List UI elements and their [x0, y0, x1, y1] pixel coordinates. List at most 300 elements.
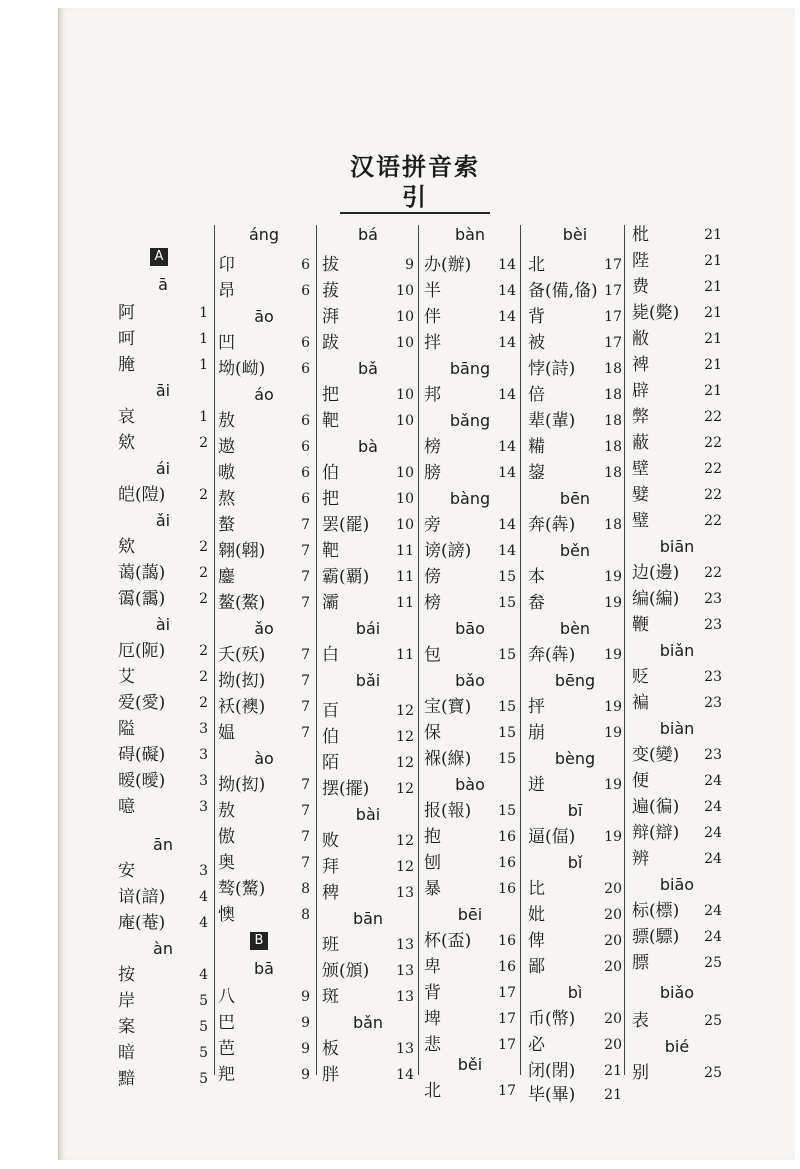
pinyin-heading: bào	[455, 775, 485, 794]
entry-character: 安	[118, 861, 135, 881]
entry-character: 本	[528, 567, 545, 587]
entry-character: 罢(罷)	[322, 515, 370, 535]
index-entry	[218, 824, 310, 850]
entry-character: 嗷	[218, 463, 235, 483]
index-entry	[632, 378, 722, 404]
entry-character: 逼(偪)	[528, 827, 576, 847]
index-entry	[322, 828, 414, 854]
entry-character: 便	[632, 771, 649, 791]
index-entry	[424, 590, 516, 616]
index-entry	[218, 278, 310, 304]
entry-page-number: 22	[704, 435, 722, 451]
index-entry	[322, 382, 414, 408]
index-entry	[118, 352, 208, 378]
index-entry	[528, 1006, 622, 1032]
entry-page-number: 21	[704, 357, 722, 373]
entry-page-number: 12	[396, 703, 414, 719]
index-column	[322, 222, 414, 1085]
entry-character: 辈(輩)	[528, 411, 576, 431]
entry-character: 翱(翺)	[218, 541, 266, 561]
index-entry	[528, 590, 622, 616]
index-entry	[528, 772, 622, 798]
index-column	[528, 222, 622, 1105]
entry-page-number: 12	[396, 781, 414, 797]
entry-page-number: 19	[604, 777, 622, 793]
index-entry	[424, 434, 516, 460]
entry-character: 褊	[632, 693, 649, 713]
pinyin-heading: bēn	[559, 489, 591, 508]
entry-character: 艾	[118, 667, 135, 687]
index-entry	[322, 460, 414, 486]
entry-character: 案	[118, 1017, 135, 1037]
entry-character: 迸	[528, 775, 545, 795]
index-entry	[218, 876, 310, 902]
entry-page-number: 4	[199, 915, 208, 931]
index-entry	[118, 1040, 208, 1066]
entry-page-number: 18	[604, 439, 622, 455]
column-divider	[316, 225, 317, 1075]
entry-character: 暧(曖)	[118, 771, 166, 791]
entry-character: 熬	[218, 489, 235, 509]
entry-character: 备(備,俻)	[528, 281, 598, 301]
entry-page-number: 14	[498, 387, 516, 403]
entry-character: 壁	[632, 459, 649, 479]
entry-page-number: 10	[396, 387, 414, 403]
index-entry	[424, 382, 516, 408]
entry-character: 辟	[632, 381, 649, 401]
entry-character: 糒	[528, 437, 545, 457]
entry-character: 败	[322, 831, 339, 851]
entry-page-number: 21	[704, 279, 722, 295]
index-entry	[632, 222, 722, 248]
entry-page-number: 7	[301, 699, 310, 715]
entry-character: 俾	[528, 931, 545, 951]
index-entry	[424, 642, 516, 668]
index-entry	[424, 694, 516, 720]
entry-page-number: 14	[498, 517, 516, 533]
index-entry	[528, 1032, 622, 1058]
entry-character: 哀	[118, 407, 135, 427]
entry-page-number: 24	[704, 825, 722, 841]
entry-page-number: 17	[498, 1011, 516, 1027]
entry-page-number: 22	[704, 409, 722, 425]
entry-character: 表	[632, 1011, 649, 1031]
index-entry	[218, 252, 310, 278]
entry-character: 骠(驃)	[632, 927, 680, 947]
entry-page-number: 15	[498, 725, 516, 741]
entry-page-number: 14	[498, 283, 516, 299]
entry-page-number: 14	[498, 465, 516, 481]
index-entry	[424, 252, 516, 278]
entry-page-number: 23	[704, 669, 722, 685]
entry-character: 谙(諳)	[118, 887, 166, 907]
entry-page-number: 3	[199, 863, 208, 879]
entry-character: 别	[632, 1063, 649, 1083]
index-entry	[632, 508, 722, 534]
index-entry	[528, 720, 622, 746]
entry-page-number: 16	[498, 855, 516, 871]
entry-character: 拜	[322, 857, 339, 877]
entry-character: 北	[424, 1081, 441, 1101]
entry-character: 膀	[424, 463, 441, 483]
entry-character: 暴	[424, 879, 441, 899]
index-entry	[528, 330, 622, 356]
index-entry	[322, 564, 414, 590]
index-entry	[218, 590, 310, 616]
entry-character: 奔(犇)	[528, 515, 576, 535]
entry-character: 碍(礙)	[118, 745, 166, 765]
entry-character: 闭(閉)	[528, 1061, 576, 1081]
pinyin-heading: běn	[559, 541, 591, 560]
entry-page-number: 18	[604, 387, 622, 403]
index-entry	[218, 984, 310, 1010]
index-entry	[218, 902, 310, 928]
entry-page-number: 16	[498, 829, 516, 845]
entry-character: 崩	[528, 723, 545, 743]
entry-character: 把	[322, 489, 339, 509]
entry-page-number: 15	[498, 569, 516, 585]
index-entry	[322, 538, 414, 564]
entry-page-number: 21	[704, 227, 722, 243]
entry-page-number: 14	[498, 335, 516, 351]
index-entry	[118, 884, 208, 910]
pinyin-heading: bài	[355, 805, 381, 824]
index-entry	[218, 564, 310, 590]
entry-page-number: 2	[199, 565, 208, 581]
entry-page-number: 25	[704, 955, 722, 971]
entry-page-number: 6	[301, 413, 310, 429]
index-entry	[218, 538, 310, 564]
index-entry	[118, 910, 208, 936]
entry-character: 遍(徧)	[632, 797, 680, 817]
pinyin-heading: bà	[358, 437, 378, 456]
entry-page-number: 18	[604, 517, 622, 533]
entry-character: 百	[322, 701, 339, 721]
entry-character: 妣	[528, 905, 545, 925]
entry-page-number: 15	[498, 803, 516, 819]
entry-page-number: 7	[301, 725, 310, 741]
entry-character: 嬖	[632, 485, 649, 505]
entry-character: 斑	[322, 987, 339, 1007]
index-entry	[632, 742, 722, 768]
entry-page-number: 1	[199, 331, 208, 347]
index-entry	[218, 408, 310, 434]
entry-character: 凹	[218, 333, 235, 353]
index-entry	[322, 776, 414, 802]
index-entry	[424, 538, 516, 564]
index-entry	[528, 824, 622, 850]
entry-character: 包	[424, 645, 441, 665]
entry-character: 胖	[322, 1065, 339, 1085]
entry-page-number: 21	[704, 253, 722, 269]
index-entry	[118, 534, 208, 560]
pinyin-heading: biǎn	[659, 641, 695, 660]
index-entry	[322, 750, 414, 776]
entry-character: 螯	[218, 515, 235, 535]
entry-page-number: 20	[604, 907, 622, 923]
index-entry	[528, 278, 622, 304]
index-entry	[424, 798, 516, 824]
index-entry	[322, 932, 414, 958]
entry-page-number: 10	[396, 283, 414, 299]
index-entry	[424, 330, 516, 356]
pinyin-heading: bǎo	[455, 671, 485, 690]
entry-character: 必	[528, 1035, 545, 1055]
entry-page-number: 12	[396, 729, 414, 745]
index-entry	[528, 356, 622, 382]
index-entry	[528, 1082, 622, 1108]
index-entry	[322, 854, 414, 880]
pinyin-heading: bǎ	[358, 359, 378, 378]
entry-page-number: 20	[604, 1011, 622, 1027]
entry-character: 灞	[322, 593, 339, 613]
entry-page-number: 2	[199, 643, 208, 659]
index-entry	[424, 876, 516, 902]
index-entry	[322, 486, 414, 512]
entry-character: 邦	[424, 385, 441, 405]
entry-page-number: 21	[704, 305, 722, 321]
index-entry	[118, 1014, 208, 1040]
index-entry	[322, 984, 414, 1010]
entry-character: 杯(盃)	[424, 931, 472, 951]
entry-page-number: 23	[704, 695, 722, 711]
index-entry	[118, 300, 208, 326]
entry-page-number: 22	[704, 487, 722, 503]
entry-character: 边(邊)	[632, 563, 680, 583]
entry-character: 毕(畢)	[528, 1085, 576, 1105]
index-entry	[424, 980, 516, 1006]
entry-page-number: 22	[704, 513, 722, 529]
index-entry	[528, 564, 622, 590]
pinyin-heading: ào	[254, 749, 274, 768]
entry-page-number: 12	[396, 833, 414, 849]
pinyin-heading: běi	[457, 1055, 483, 1074]
entry-character: 膘	[632, 953, 649, 973]
index-entry	[632, 456, 722, 482]
entry-character: 伯	[322, 463, 339, 483]
entry-page-number: 17	[604, 257, 622, 273]
index-entry	[528, 382, 622, 408]
pinyin-heading: bēng	[554, 671, 596, 690]
index-entry	[632, 690, 722, 716]
entry-character: 欸	[118, 537, 135, 557]
entry-character: 拔	[322, 255, 339, 275]
entry-character: 伯	[322, 727, 339, 747]
entry-page-number: 25	[704, 1065, 722, 1081]
entry-page-number: 23	[704, 747, 722, 763]
entry-page-number: 14	[396, 1067, 414, 1083]
index-entry	[424, 954, 516, 980]
entry-page-number: 17	[604, 283, 622, 299]
entry-character: 贬	[632, 667, 649, 687]
index-entry	[322, 330, 414, 356]
pinyin-heading: bàn	[454, 225, 486, 244]
index-entry	[218, 1036, 310, 1062]
entry-page-number: 23	[704, 591, 722, 607]
entry-character: 毙(斃)	[632, 303, 680, 323]
entry-page-number: 8	[301, 907, 310, 923]
index-entry	[322, 278, 414, 304]
index-entry	[528, 642, 622, 668]
index-entry	[218, 694, 310, 720]
pinyin-heading: bāo	[455, 619, 485, 638]
column-divider	[418, 225, 419, 1075]
column-divider	[624, 225, 625, 1075]
entry-page-number: 11	[396, 647, 414, 663]
index-entry	[632, 612, 722, 638]
entry-character: 标(標)	[632, 901, 680, 921]
index-entry	[632, 924, 722, 950]
index-entry	[528, 460, 622, 486]
index-entry	[218, 772, 310, 798]
index-entry	[118, 858, 208, 884]
entry-page-number: 6	[301, 361, 310, 377]
index-entry	[632, 326, 722, 352]
index-entry	[118, 586, 208, 612]
entry-character: 厄(阨)	[118, 641, 166, 661]
index-entry	[118, 716, 208, 742]
index-entry	[424, 512, 516, 538]
index-entry	[528, 694, 622, 720]
index-entry	[632, 768, 722, 794]
entry-character: 骜(驁)	[218, 879, 266, 899]
entry-page-number: 24	[704, 929, 722, 945]
index-entry	[218, 486, 310, 512]
entry-page-number: 1	[199, 357, 208, 373]
index-entry	[632, 482, 722, 508]
entry-character: 报(報)	[424, 801, 472, 821]
index-entry	[218, 330, 310, 356]
index-entry	[632, 950, 722, 976]
index-entry	[632, 404, 722, 430]
index-entry	[632, 560, 722, 586]
index-entry	[424, 460, 516, 486]
pinyin-heading: bī	[567, 801, 583, 820]
entry-character: 颁(頒)	[322, 961, 370, 981]
entry-page-number: 22	[704, 461, 722, 477]
index-entry	[632, 664, 722, 690]
entry-page-number: 17	[604, 309, 622, 325]
pinyin-heading: bǎn	[352, 1013, 384, 1032]
index-entry	[528, 434, 622, 460]
index-entry	[118, 690, 208, 716]
entry-page-number: 5	[199, 1045, 208, 1061]
index-entry	[118, 404, 208, 430]
entry-page-number: 14	[498, 439, 516, 455]
index-entry	[118, 638, 208, 664]
pinyin-heading: ā	[158, 275, 168, 294]
entry-page-number: 24	[704, 851, 722, 867]
pinyin-heading: ǎo	[254, 619, 274, 638]
index-entry	[322, 880, 414, 906]
entry-page-number: 20	[604, 959, 622, 975]
pinyin-heading: bēi	[457, 905, 483, 924]
entry-character: 抱	[424, 827, 441, 847]
entry-page-number: 7	[301, 569, 310, 585]
entry-page-number: 6	[301, 283, 310, 299]
index-entry	[528, 304, 622, 330]
entry-character: 媪	[218, 723, 235, 743]
entry-page-number: 20	[604, 933, 622, 949]
entry-page-number: 6	[301, 439, 310, 455]
index-column	[424, 222, 516, 1101]
entry-character: 背	[424, 983, 441, 1003]
entry-page-number: 19	[604, 725, 622, 741]
index-entry	[322, 1036, 414, 1062]
index-entry	[424, 746, 516, 772]
entry-character: 变(變)	[632, 745, 680, 765]
entry-character: 榜	[424, 437, 441, 457]
pinyin-heading: bàng	[449, 489, 491, 508]
entry-page-number: 15	[498, 647, 516, 663]
index-entry	[218, 642, 310, 668]
entry-page-number: 3	[199, 747, 208, 763]
entry-page-number: 7	[301, 647, 310, 663]
index-column	[218, 222, 310, 1085]
entry-page-number: 2	[199, 487, 208, 503]
index-entry	[424, 278, 516, 304]
entry-character: 白	[322, 645, 339, 665]
entry-page-number: 18	[604, 413, 622, 429]
entry-page-number: 7	[301, 517, 310, 533]
entry-character: 半	[424, 281, 441, 301]
index-entry	[632, 352, 722, 378]
index-entry	[632, 820, 722, 846]
entry-character: 办(辦)	[424, 255, 472, 275]
pinyin-heading: bāng	[449, 359, 491, 378]
entry-page-number: 2	[199, 669, 208, 685]
entry-page-number: 6	[301, 257, 310, 273]
entry-character: 裨	[632, 355, 649, 375]
entry-page-number: 13	[396, 1041, 414, 1057]
index-entry	[528, 902, 622, 928]
entry-character: 拌	[424, 333, 441, 353]
entry-page-number: 5	[199, 993, 208, 1009]
entry-character: 编(編)	[632, 589, 680, 609]
entry-character: 北	[528, 255, 545, 275]
entry-page-number: 3	[199, 721, 208, 737]
entry-character: 隘	[118, 719, 135, 739]
index-entry	[322, 252, 414, 278]
index-entry	[632, 846, 722, 872]
entry-character: 陛	[632, 251, 649, 271]
entry-character: 蔽	[632, 433, 649, 453]
entry-page-number: 10	[396, 309, 414, 325]
index-entry	[118, 560, 208, 586]
index-entry	[118, 742, 208, 768]
index-entry	[322, 958, 414, 984]
entry-page-number: 17	[498, 985, 516, 1001]
entry-character: 币(幣)	[528, 1009, 576, 1029]
pinyin-heading: āo	[254, 307, 274, 326]
index-entry	[632, 274, 722, 300]
entry-page-number: 17	[498, 1083, 516, 1099]
entry-character: 璧	[632, 511, 649, 531]
entry-page-number: 22	[704, 565, 722, 581]
entry-page-number: 12	[396, 859, 414, 875]
entry-page-number: 4	[199, 889, 208, 905]
pinyin-heading: bái	[355, 619, 381, 638]
pinyin-heading: áng	[248, 225, 280, 244]
entry-character: 悖(詩)	[528, 359, 576, 379]
entry-page-number: 7	[301, 777, 310, 793]
index-entry	[322, 642, 414, 668]
page-title: 汉语拼音索引	[340, 152, 490, 214]
index-entry	[528, 928, 622, 954]
entry-character: 袄(襖)	[218, 697, 266, 717]
entry-character: 班	[322, 935, 339, 955]
index-entry	[118, 430, 208, 456]
